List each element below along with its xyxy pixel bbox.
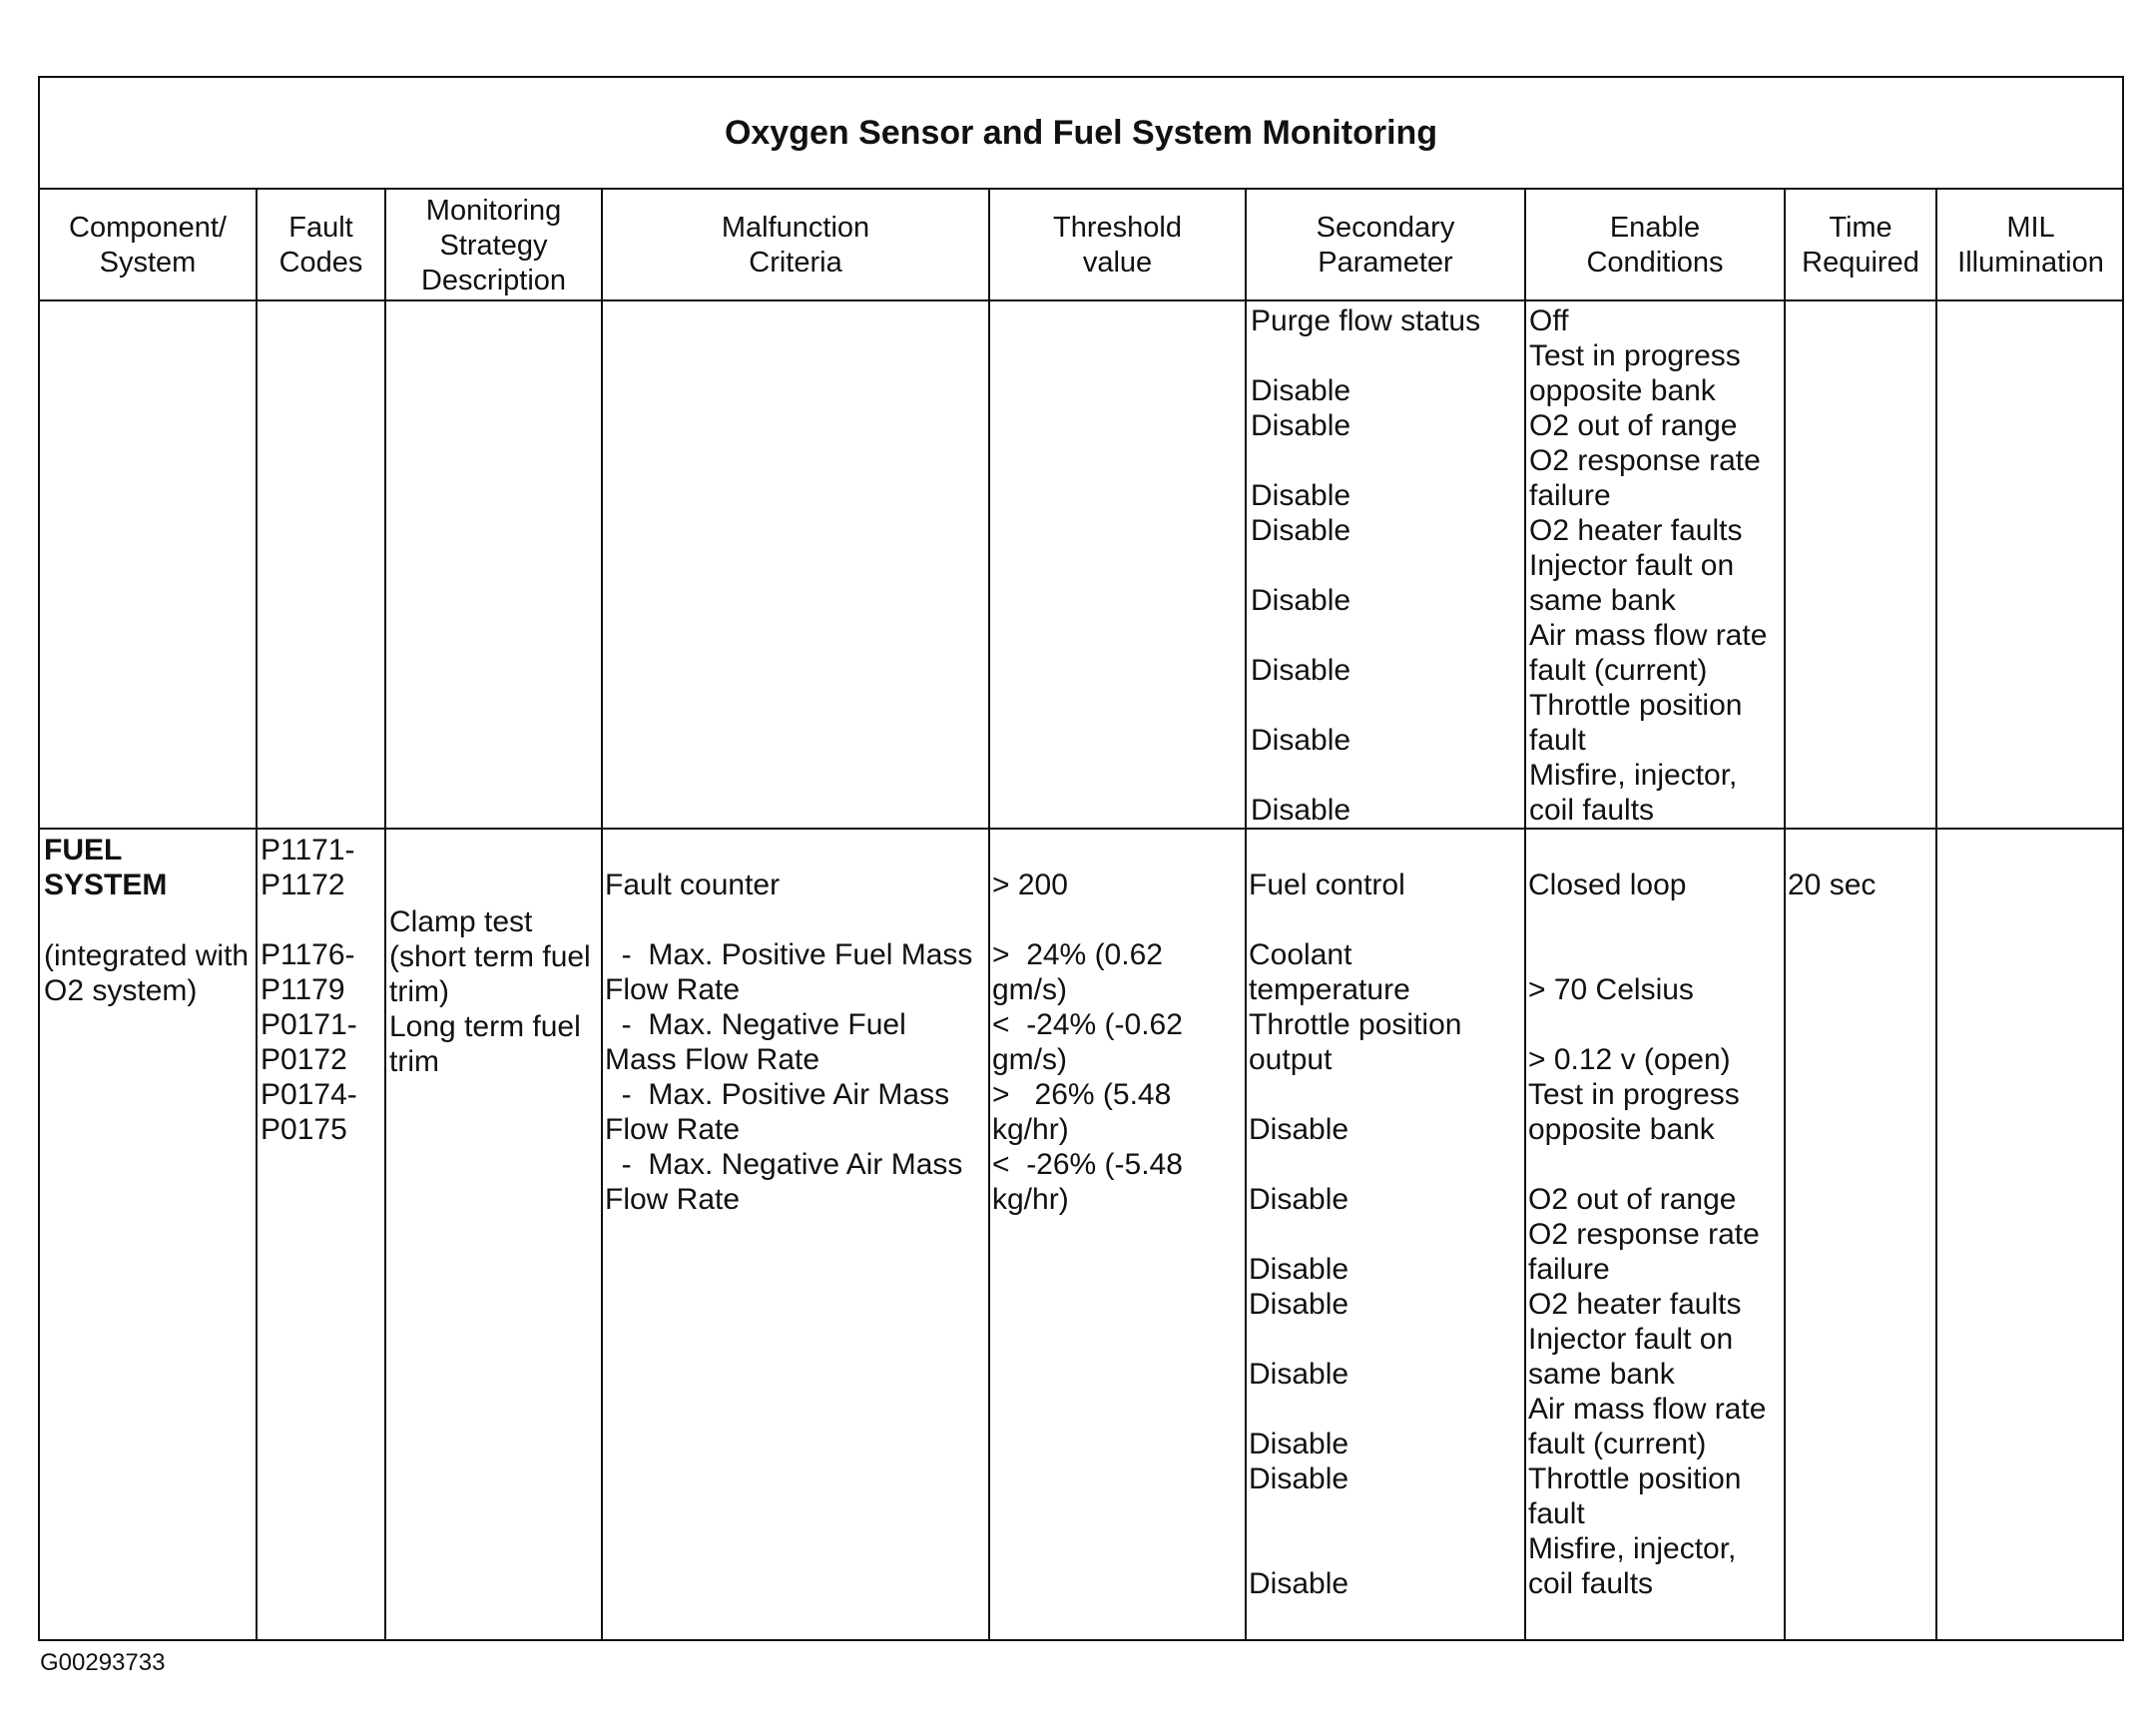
row2-malfunction-criteria: Fault counter - Max. Positive Fuel Mass Flow Rate - Max. Negative Fuel Mass Flow Rate - Max. Positive Air Mass Flow Rate - Max. Negative Air Mass Flow Rate <box>605 868 973 1216</box>
row2-monitoring-strategy: Clamp test (short term fuel trim) Long term fuel trim <box>389 905 591 1078</box>
fuel-system-note: (integrated with O2 system) <box>44 939 250 1007</box>
row2-time-required: 20 sec <box>1788 868 1877 901</box>
header-fault-codes: Fault Codes <box>278 212 363 279</box>
row1-secondary-parameter: Purge flow status Disable Disable Disable Disable Disable Disable Disable Disable <box>1251 304 1481 827</box>
header-malfunction-criteria: Malfunction Criteria <box>721 212 870 279</box>
figure-code: G00293733 <box>40 1649 166 1676</box>
row1-enable-conditions: Off Test in progress opposite bank O2 out of range O2 response rate failure O2 heater faults Injector fault on same bank Air mass flow rate fault (current) Throttle position fault Misfire, injector, coil faults <box>1529 304 1768 827</box>
column-divider <box>384 190 386 1639</box>
row-divider <box>40 828 2122 830</box>
header-enable-conditions: Enable Conditions <box>1586 212 1724 279</box>
column-divider <box>601 190 603 1639</box>
column-divider <box>1245 190 1247 1639</box>
row2-secondary-parameter: Fuel control Coolant temperature Throttle position output Disable Disable Disable Disable Disable Disable Disable Disable <box>1249 868 1462 1600</box>
row2-fault-codes: P1171- P1172 P1176- P1179 P0171- P0172 P0174- P0175 <box>261 834 357 1146</box>
column-divider <box>988 190 990 1639</box>
row2-enable-conditions: Closed loop > 70 Celsius > 0.12 v (open) Test in progress opposite bank O2 out of range O2 response rate failure O2 heater faults Injector fault on same bank Air mass flow rate fault (current) Throttle position fault Misfire, injector, coil faults <box>1528 868 1767 1600</box>
fuel-system-label: FUEL SYSTEM <box>44 834 168 901</box>
row2-threshold-value: > 200 > 24% (0.62 gm/s) < -24% (-0.62 gm/s) > 26% (5.48 kg/hr) < -26% (-5.48 kg/hr) <box>992 868 1183 1216</box>
column-divider <box>1935 190 1937 1639</box>
column-divider <box>1524 190 1526 1639</box>
header-threshold-value: Threshold value <box>1053 212 1182 279</box>
header-monitoring-strategy: Monitoring Strategy Description <box>420 194 567 296</box>
row-divider <box>40 299 2122 301</box>
monitoring-table <box>38 76 2124 1641</box>
header-component-system: Component/ System <box>69 212 227 279</box>
column-divider <box>256 190 258 1639</box>
column-divider <box>1784 190 1786 1639</box>
table-title: Oxygen Sensor and Fuel System Monitoring <box>40 78 2122 190</box>
header-secondary-parameter: Secondary Parameter <box>1316 212 1455 279</box>
header-mil-illumination: MIL Illumination <box>1957 212 2104 279</box>
header-time-required: Time Required <box>1802 212 1919 279</box>
